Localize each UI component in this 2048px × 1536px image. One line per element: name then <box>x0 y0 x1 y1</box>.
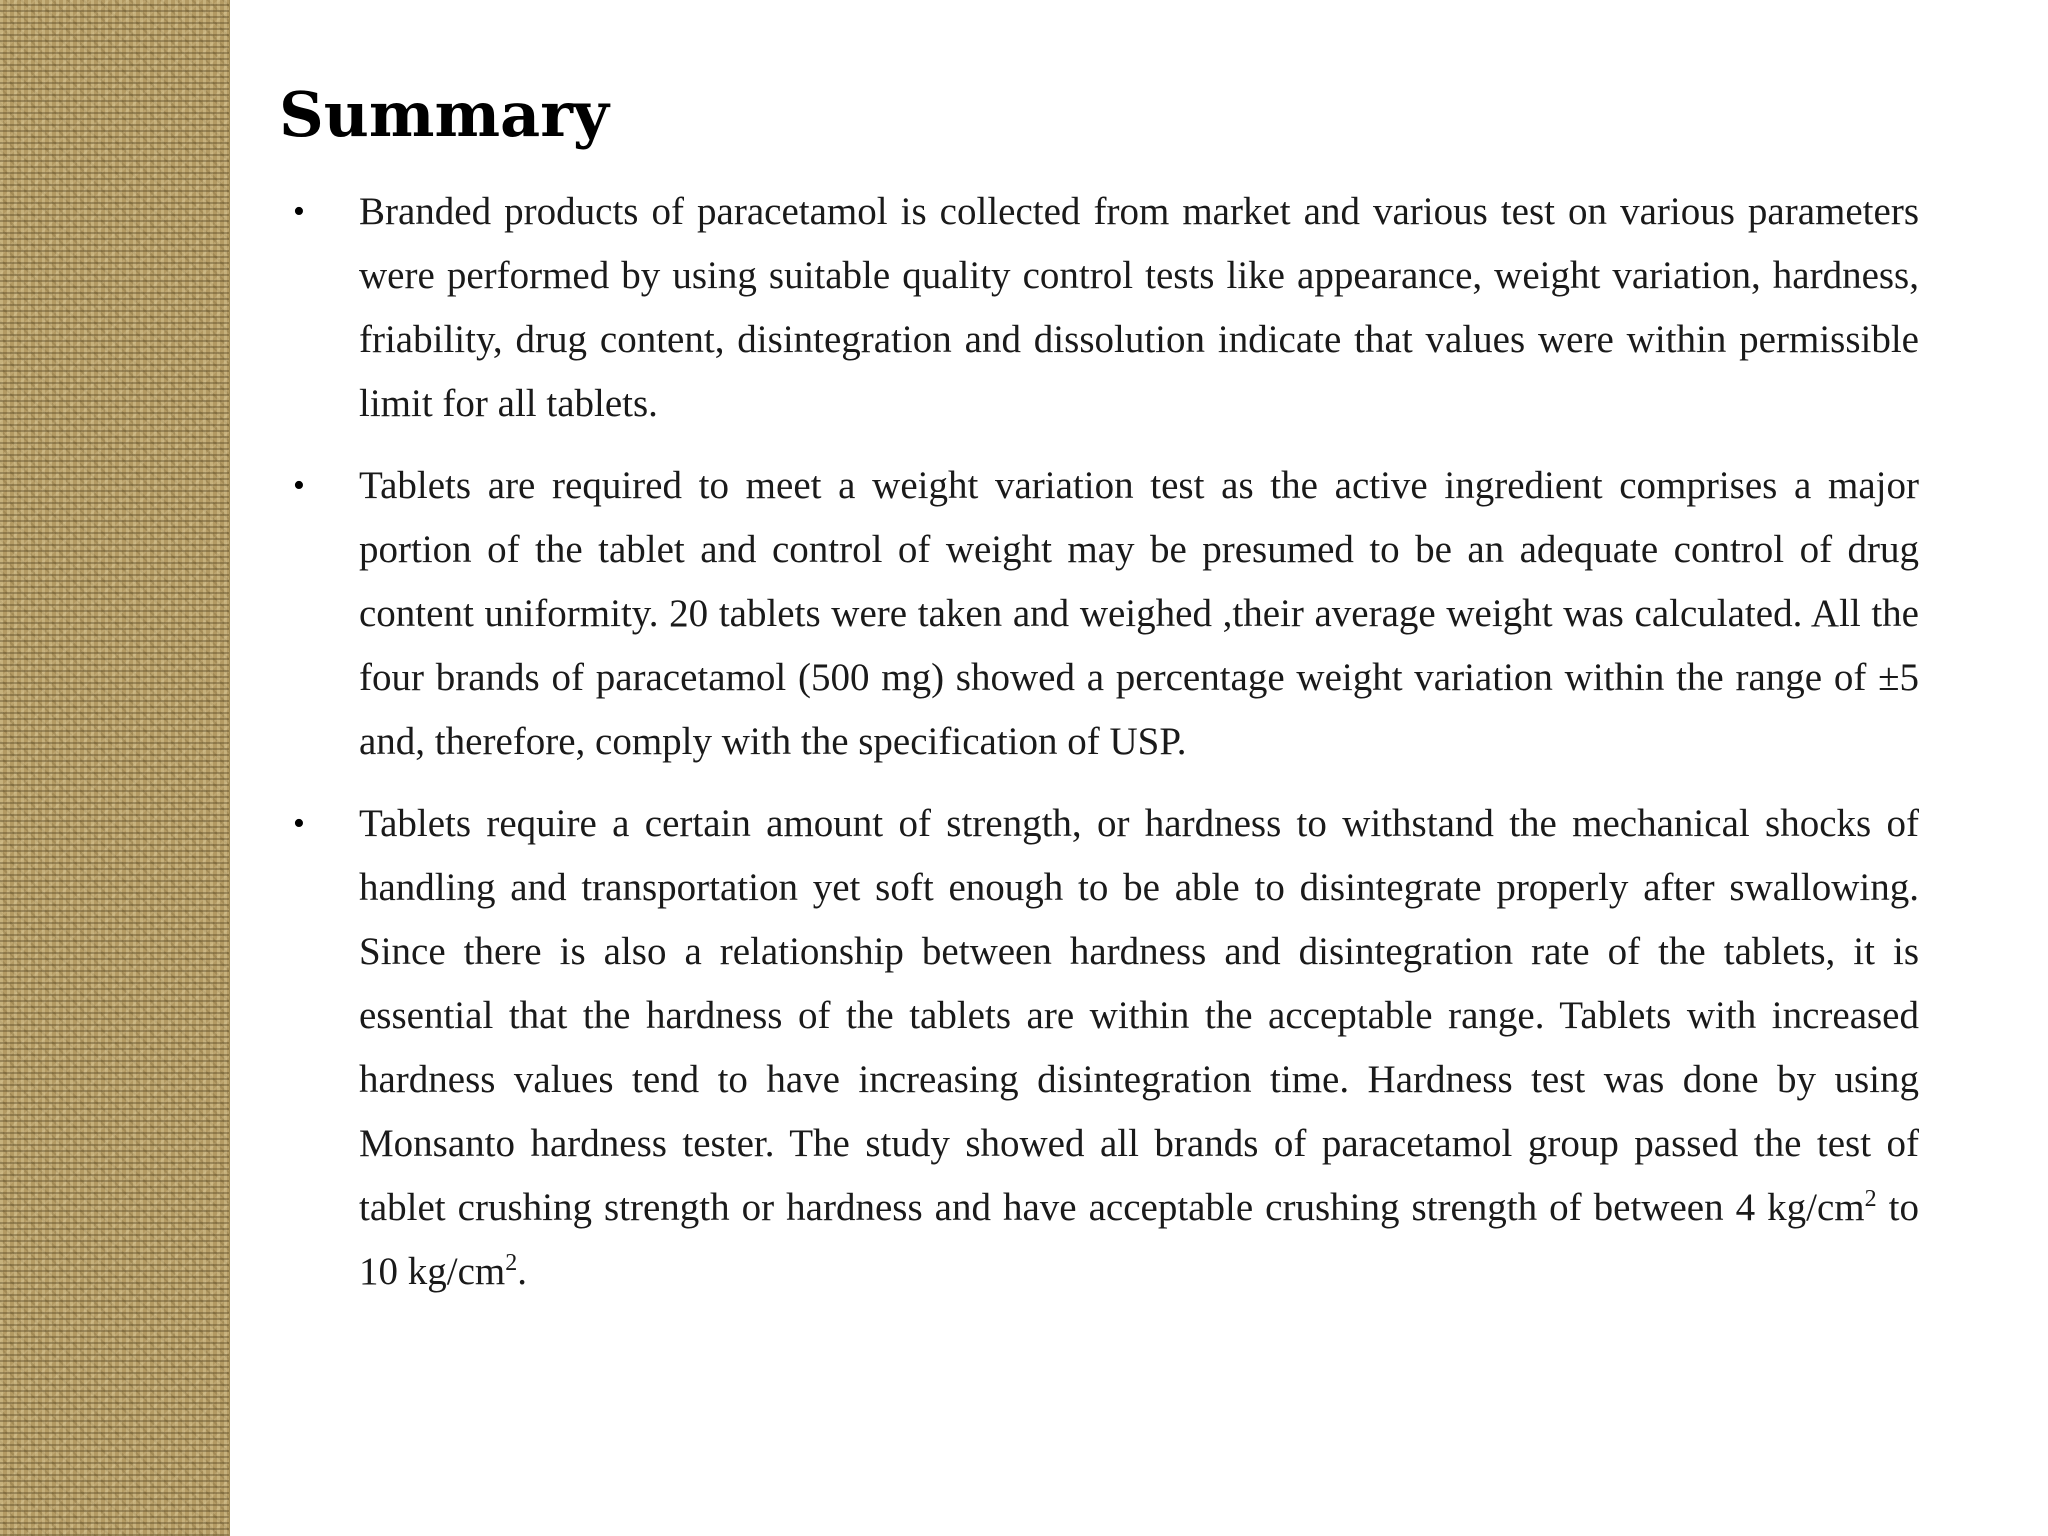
superscript: 2 <box>1864 1186 1877 1212</box>
slide-content <box>279 70 1919 1322</box>
bullet-item-hardness <box>279 792 1919 1304</box>
bullet-icon: • <box>293 467 305 504</box>
superscript: 2 <box>505 1250 518 1276</box>
bullet-text: Branded products of paracetamol is collected from market and various test on various parameters were performed by using suitable quality control tests like appearance, weight variation, hardness, friability, drug content, disintegration and dissolution indicate that values were within permissible limit for all tablets. <box>359 190 1919 425</box>
bullet-list <box>279 180 1919 1304</box>
bullet-text: Tablets are required to meet a weight variation test as the active ingredient comprises a major portion of the tablet and control of weight may be presumed to be an adequate control of drug content uniformity. 20 tablets were taken and weighed ,their average weight was calculated. All the four brands of paracetamol (500 mg) showed a percentage weight variation within the range of ±5 and, therefore, comply with the specification of USP. <box>359 464 1919 763</box>
bullet-text-end: . <box>517 1250 527 1293</box>
bullet-text-mid: to 10 kg/cm <box>359 1186 1919 1293</box>
bullet-icon: • <box>293 805 305 842</box>
bullet-item-weight-variation <box>279 454 1919 774</box>
bullet-item-summary-tests <box>279 180 1919 436</box>
bullet-icon: • <box>293 193 305 230</box>
slide-title: Summary <box>279 78 609 151</box>
burlap-texture-border <box>0 0 230 1536</box>
bullet-text: Tablets require a certain amount of strength, or hardness to withstand the mechanical shocks of handling and transportation yet soft enough to be able to disintegrate properly after swallowing. Since there is also a relationship between hardness and disintegration rate of the tablets, it is essential that the hardness of the tablets are within the acceptable range. Tablets with increased hardness values tend to have increasing disintegration time. Hardness test was done by using Monsanto hardness tester. The study showed all brands of paracetamol group passed the test of tablet crushing strength or hardness and have acceptable crushing strength of between 4 kg/cm <box>359 802 1919 1229</box>
